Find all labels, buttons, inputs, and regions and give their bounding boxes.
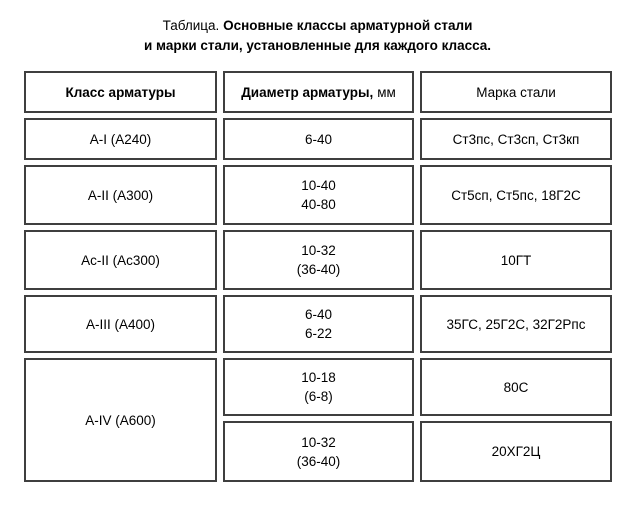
class-cell-a4	[24, 358, 217, 482]
diameter-line: 40-80	[301, 197, 336, 212]
class-label: A-III (A400)	[85, 316, 156, 332]
class-cell-a1	[24, 118, 217, 160]
title-main: Основные классы арматурной стали	[223, 18, 473, 33]
steel-label: Ст3пс, Ст3сп, Ст3кп	[452, 131, 580, 147]
diameter-line: 6-22	[304, 326, 333, 341]
steel-cell-a1	[420, 118, 612, 160]
class-label: Ас-II (Ас300)	[81, 252, 160, 268]
header-cell-diameter	[223, 71, 414, 113]
title-line-1	[0, 16, 635, 36]
steel-label: 35ГС, 25Г2С, 32Г2Рпс	[446, 316, 586, 332]
diameter-cell-a4-sub2	[223, 421, 414, 482]
header-steel-label: Марка стали	[476, 84, 556, 100]
steel-cell-a3	[420, 295, 612, 353]
steel-label: Ст5сп, Ст5пс, 18Г2С	[451, 187, 581, 203]
class-cell-a2	[24, 165, 217, 225]
diameter-line: 10-18	[301, 370, 336, 385]
steel-label: 20ХГ2Ц	[491, 444, 541, 459]
title-prefix: Таблица.	[162, 18, 220, 33]
class-label: A-I (A240)	[89, 131, 152, 147]
diameter-cell-a2	[223, 165, 414, 225]
class-label: A-II (A300)	[87, 187, 154, 203]
class-cell-ac2	[24, 230, 217, 290]
header-class-label: Класс арматуры	[65, 84, 176, 100]
diameter-line: 6-40	[304, 131, 333, 147]
header-diameter-label	[241, 83, 396, 102]
page-title	[0, 16, 635, 56]
header-cell-steel	[420, 71, 612, 113]
header-diameter-bold: Диаметр арматуры,	[241, 84, 374, 100]
steel-cell-ac2	[420, 230, 612, 290]
steel-cell-a2	[420, 165, 612, 225]
diameter-cell-a1	[223, 118, 414, 160]
header-diameter-unit: мм	[377, 84, 396, 100]
title-line-2: и марки стали, установленные для каждого класса.	[143, 38, 492, 53]
diameter-line: 10-32	[301, 243, 336, 258]
diameter-line: (6-8)	[304, 389, 333, 404]
steel-cell-a4-sub1	[420, 358, 612, 416]
diameter-cell-ac2	[223, 230, 414, 290]
steel-cell-a4-sub2	[420, 421, 612, 482]
steel-label: 10ГТ	[500, 252, 532, 268]
diameter-line: 6-40	[304, 307, 333, 322]
diameter-cell-a3	[223, 295, 414, 353]
class-label: A-IV (A600)	[85, 412, 156, 428]
steel-classes-table	[24, 71, 612, 482]
diameter-line: 10-32	[301, 434, 336, 450]
diameter-line: (36-40)	[296, 262, 341, 277]
header-cell-class	[24, 71, 217, 113]
diameter-line: (36-40)	[296, 453, 341, 469]
steel-label: 80С	[503, 379, 529, 395]
diameter-cell-a4-sub1	[223, 358, 414, 416]
class-cell-a3	[24, 295, 217, 353]
diameter-line: 10-40	[301, 178, 336, 193]
